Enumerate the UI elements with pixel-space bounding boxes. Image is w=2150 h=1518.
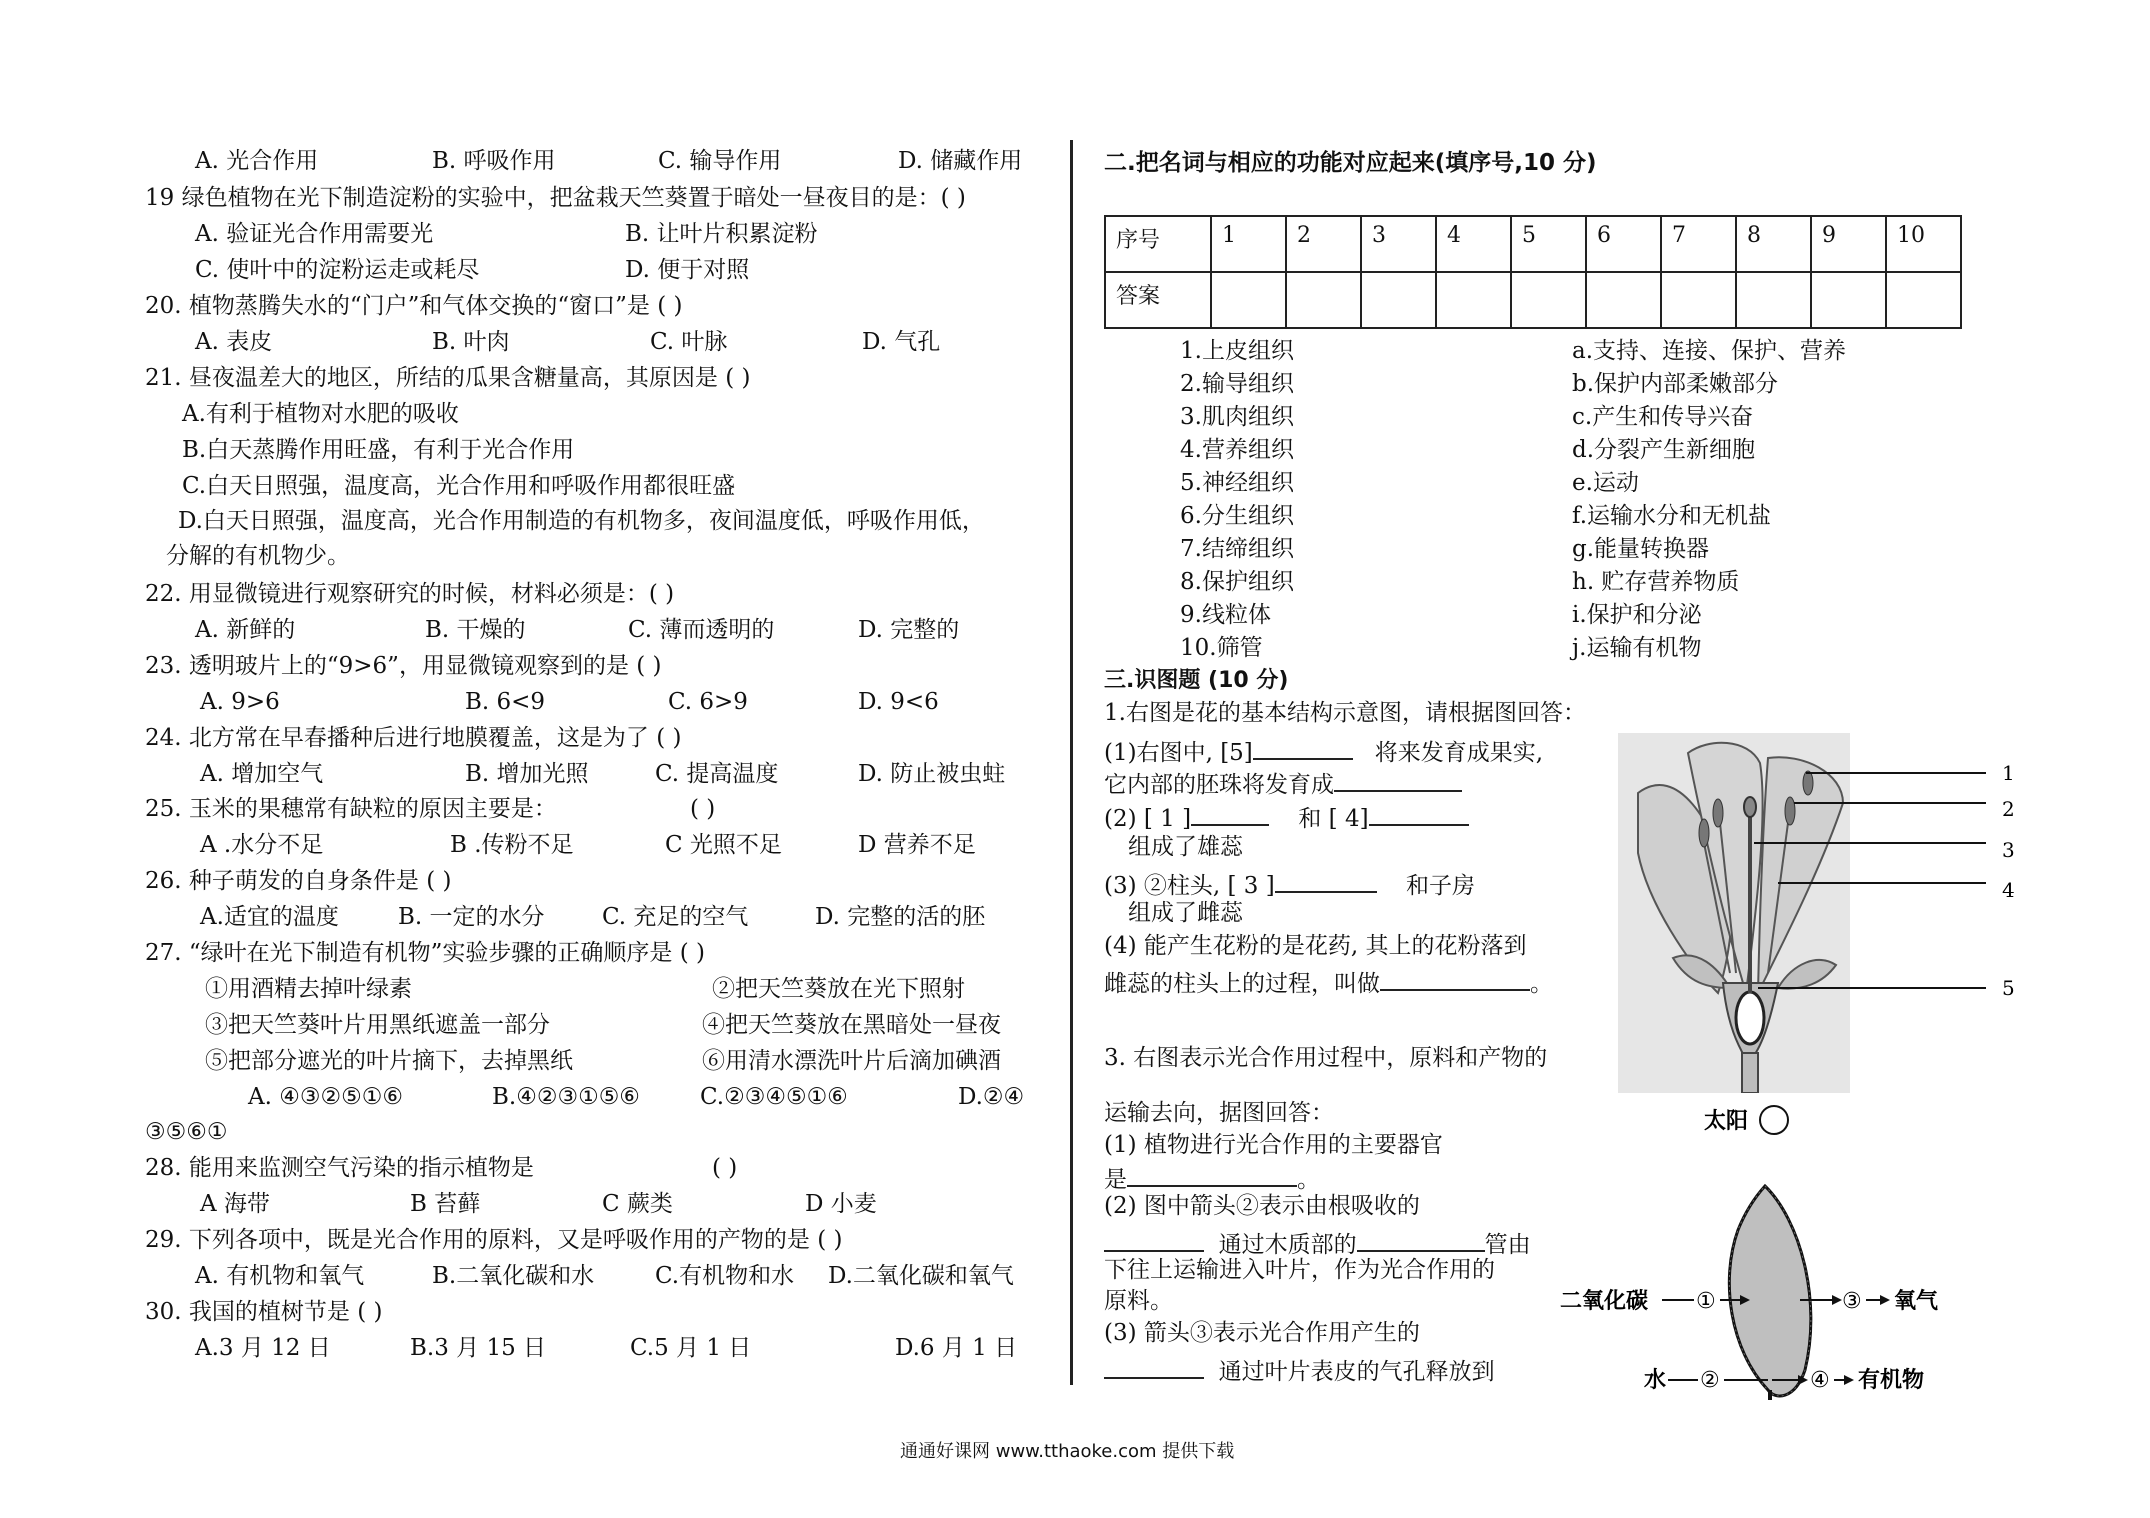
answer-blank[interactable] <box>1191 802 1269 826</box>
q19-option-c: C. 使叶中的淀粉运走或耗尽 <box>195 257 480 283</box>
table-header-cell: 8 <box>1736 216 1811 272</box>
answer-blank[interactable] <box>1104 1355 1204 1379</box>
q3-line-7: 下往上运输进入叶片，作为光合作用的 <box>1104 1257 1495 1283</box>
anther-mid <box>1713 799 1723 827</box>
q3-line-5: (2) 图中箭头②表示由根吸收的 <box>1104 1193 1420 1219</box>
arrow-4-number: ④ <box>1810 1368 1830 1393</box>
q3-line-4 <box>1104 1163 1320 1192</box>
answer-blank[interactable] <box>1380 967 1530 991</box>
arrow-4-head-b <box>1844 1375 1854 1385</box>
water-label: 水 <box>1644 1368 1667 1393</box>
q1-intro: 1.右图是花的基本结构示意图，请根据图回答： <box>1104 700 1586 726</box>
q21-option-c: C.白天日照强，温度高，光合作用和呼吸作用都很旺盛 <box>182 473 736 499</box>
q26-option-a: A.适宜的温度 <box>200 904 339 930</box>
q28-stem: 28. 能用来监测空气污染的指示植物是 <box>145 1155 534 1181</box>
anther-back <box>1803 771 1813 795</box>
q1-line-2-text: 它内部的胚珠将发育成 <box>1104 772 1334 798</box>
table-header-cell: 3 <box>1361 216 1436 272</box>
q27-stem: 27. “绿叶在光下制造有机物”实验步骤的正确顺序是 ( ) <box>145 940 705 966</box>
q22-option-b: B. 干燥的 <box>425 617 526 643</box>
q23-option-b: B. 6<9 <box>465 689 546 715</box>
q1-line-5 <box>1104 869 1475 898</box>
q18-option-b: B. 呼吸作用 <box>432 148 556 174</box>
q3-line-8: 原料。 <box>1104 1288 1173 1314</box>
q29-stem: 29. 下列各项中，既是光合作用的原料，又是呼吸作用的产物的是 ( ) <box>145 1227 843 1253</box>
co2-label: 二氧化碳 <box>1560 1289 1649 1314</box>
answer-cell[interactable] <box>1661 272 1736 328</box>
q3-line-4a: 是 <box>1104 1167 1127 1193</box>
q21-stem: 21. 昼夜温差大的地区，所结的瓜果含糖量高，其原因是 ( ) <box>145 365 751 391</box>
flower-stalk <box>1742 1053 1758 1093</box>
q28-option-c: C 蕨类 <box>602 1191 673 1217</box>
q20-stem: 20. 植物蒸腾失水的“门户”和气体交换的“窗口”是 ( ) <box>145 293 683 319</box>
q1-line-8a: 雌蕊的柱头上的过程，叫做 <box>1104 971 1380 997</box>
q1-line-1b: 将来发育成果实, <box>1374 740 1544 766</box>
flower-label-5: 5 <box>2002 976 2015 1000</box>
q23-option-d: D. 9<6 <box>858 689 939 715</box>
o2-label: 氧气 <box>1894 1289 1939 1314</box>
q1-line-5b: 和子房 <box>1405 873 1475 899</box>
ovary <box>1736 992 1764 1044</box>
answer-blank[interactable] <box>1275 869 1377 893</box>
q22-option-d: D. 完整的 <box>858 617 960 643</box>
answer-label: 答案 <box>1105 272 1211 328</box>
q24-option-c: C. 提高温度 <box>655 761 779 787</box>
q23-option-a: A. 9>6 <box>200 689 280 715</box>
term-item: 9.线粒体 <box>1180 602 1271 628</box>
q28-option-a: A 海带 <box>200 1191 270 1217</box>
anther-right <box>1785 797 1795 825</box>
function-item: h. 贮存营养物质 <box>1572 569 1740 595</box>
answer-table <box>1104 215 1962 329</box>
column-divider <box>1070 140 1073 1385</box>
q25-paren: ( ) <box>690 796 716 822</box>
q27-option-d-cont: ③⑤⑥① <box>145 1119 228 1145</box>
q3-line-3: (1) 植物进行光合作用的主要器官 <box>1104 1132 1443 1158</box>
page-footer: 通通好课网 www.tthaoke.com 提供下载 <box>900 1441 1235 1462</box>
q3-line-6 <box>1104 1228 1531 1257</box>
flower-label-2: 2 <box>2002 797 2015 821</box>
q27-step-4: ④把天竺葵放在黑暗处一昼夜 <box>702 1012 1001 1038</box>
q1-line-3b: 和 [ 4] <box>1298 806 1369 832</box>
organic-matter-label: 有机物 <box>1858 1368 1925 1393</box>
q27-option-d: D.②④ <box>958 1084 1025 1110</box>
q1-line-2 <box>1104 768 1462 797</box>
q3-line-10-text: 通过叶片表皮的气孔释放到 <box>1218 1359 1495 1385</box>
term-item: 6.分生组织 <box>1180 503 1294 529</box>
function-item: f.运输水分和无机盐 <box>1572 503 1772 529</box>
flower-label-3: 3 <box>2002 838 2015 862</box>
term-item: 4.营养组织 <box>1180 437 1294 463</box>
q29-option-d: D.二氧化碳和氧气 <box>828 1263 1014 1289</box>
term-item: 10.筛管 <box>1180 635 1263 661</box>
q1-line-5a: (3) ②柱头, [ 3 ] <box>1104 873 1275 899</box>
function-item: e.运动 <box>1572 470 1639 496</box>
answer-cell[interactable] <box>1511 272 1586 328</box>
q30-stem: 30. 我国的植树节是 ( ) <box>145 1299 383 1325</box>
q1-line-8 <box>1104 967 1553 996</box>
q25-option-d: D 营养不足 <box>858 832 976 858</box>
q21-option-d-cont: 分解的有机物少。 <box>166 543 350 569</box>
answer-table-answer-row <box>1105 272 1961 328</box>
q1-line-1 <box>1104 736 1543 765</box>
flower-diagram <box>1618 733 2030 1093</box>
q28-option-b: B 苔藓 <box>410 1191 481 1217</box>
answer-blank[interactable] <box>1104 1228 1204 1252</box>
q20-option-c: C. 叶脉 <box>650 329 728 355</box>
q21-option-a: A.有利于植物对水肥的吸收 <box>182 401 459 427</box>
answer-blank[interactable] <box>1253 736 1353 760</box>
q3-line-4b: 。 <box>1297 1167 1320 1193</box>
function-item: d.分裂产生新细胞 <box>1572 437 1756 463</box>
q21-option-b: B.白天蒸腾作用旺盛，有利于光合作用 <box>182 437 575 463</box>
arrow-3-number: ③ <box>1842 1289 1862 1314</box>
q19-stem: 19 绿色植物在光下制造淀粉的实验中，把盆栽天竺葵置于暗处一昼夜目的是：( ) <box>145 185 966 211</box>
q26-option-d: D. 完整的活的胚 <box>815 904 986 930</box>
table-header-cell: 1 <box>1211 216 1286 272</box>
answer-cell[interactable] <box>1286 272 1361 328</box>
table-header-cell: 6 <box>1586 216 1661 272</box>
q25-option-a: A .水分不足 <box>200 832 324 858</box>
answer-cell[interactable] <box>1211 272 1286 328</box>
answer-blank[interactable] <box>1369 802 1469 826</box>
q3-line-9: (3) 箭头③表示光合作用产生的 <box>1104 1320 1420 1346</box>
q24-option-b: B. 增加光照 <box>465 761 589 787</box>
function-item: j.运输有机物 <box>1572 635 1702 661</box>
sun-icon <box>1760 1106 1788 1134</box>
q1-line-6: 组成了雌蕊 <box>1128 900 1243 926</box>
q3-line-2: 运输去向，据图回答： <box>1104 1100 1334 1126</box>
photosynthesis-diagram <box>1560 1100 1980 1400</box>
q30-option-d: D.6 月 1 日 <box>895 1335 1018 1361</box>
q30-option-b: B.3 月 15 日 <box>410 1335 547 1361</box>
function-item: g.能量转换器 <box>1572 536 1710 562</box>
q30-option-c: C.5 月 1 日 <box>630 1335 752 1361</box>
section-2-title: 二.把名词与相应的功能对应起来(填序号,10 分) <box>1104 150 1597 176</box>
term-item: 7.结缔组织 <box>1180 536 1294 562</box>
arrow-1-number: ① <box>1696 1289 1716 1314</box>
answer-cell[interactable] <box>1436 272 1511 328</box>
q25-stem: 25. 玉米的果穗常有缺粒的原因主要是： <box>145 796 557 822</box>
answer-blank[interactable] <box>1334 768 1462 792</box>
q20-option-a: A. 表皮 <box>195 329 273 355</box>
q28-paren: ( ) <box>712 1155 738 1181</box>
q27-step-5: ⑤把部分遮光的叶片摘下，去掉黑纸 <box>205 1048 573 1074</box>
q3-line-6a: 通过木质部的 <box>1218 1232 1357 1258</box>
arrow-2-number: ② <box>1700 1368 1720 1393</box>
term-item: 8.保护组织 <box>1180 569 1294 595</box>
flower-label-4: 4 <box>2002 878 2015 902</box>
q20-option-d: D. 气孔 <box>862 329 941 355</box>
q1-line-4: 组成了雄蕊 <box>1128 834 1243 860</box>
function-item: c.产生和传导兴奋 <box>1572 404 1754 430</box>
answer-table-header-row <box>1105 216 1961 272</box>
flower-label-1: 1 <box>2002 761 2015 785</box>
term-item: 2.输导组织 <box>1180 371 1294 397</box>
answer-cell[interactable] <box>1886 272 1961 328</box>
q29-option-b: B.二氧化碳和水 <box>432 1263 595 1289</box>
q1-line-7: (4) 能产生花粉的是花药, 其上的花粉落到 <box>1104 933 1527 959</box>
q19-option-b: B. 让叶片积累淀粉 <box>625 221 818 247</box>
table-header-cell: 5 <box>1511 216 1586 272</box>
table-header-cell: 7 <box>1661 216 1736 272</box>
answer-cell[interactable] <box>1811 272 1886 328</box>
q25-option-b: B .传粉不足 <box>450 832 574 858</box>
answer-cell[interactable] <box>1586 272 1661 328</box>
leaf-shape <box>1729 1186 1811 1396</box>
q25-option-c: C 光照不足 <box>665 832 782 858</box>
answer-blank[interactable] <box>1357 1228 1485 1252</box>
q27-step-3: ③把天竺葵叶片用黑纸遮盖一部分 <box>205 1012 550 1038</box>
q22-stem: 22. 用显微镜进行观察研究的时候，材料必须是：( ) <box>145 581 675 607</box>
q1-line-3 <box>1104 802 1469 831</box>
answer-cell[interactable] <box>1361 272 1436 328</box>
q27-step-1: ①用酒精去掉叶绿素 <box>205 976 412 1002</box>
q27-step-6: ⑥用清水漂洗叶片后滴加碘酒 <box>702 1048 1001 1074</box>
function-item: a.支持、连接、保护、营养 <box>1572 338 1847 364</box>
stigma <box>1744 797 1756 817</box>
q24-option-d: D. 防止被虫蛀 <box>858 761 1006 787</box>
q27-option-c: C.②③④⑤①⑥ <box>700 1084 848 1110</box>
q23-option-c: C. 6>9 <box>668 689 748 715</box>
q3-line-1: 3. 右图表示光合作用过程中，原料和产物的 <box>1104 1045 1548 1071</box>
q18-option-c: C. 输导作用 <box>658 148 782 174</box>
q1-line-3a: (2) [ 1 ] <box>1104 806 1192 832</box>
q27-option-b: B.④②③①⑤⑥ <box>492 1084 640 1110</box>
table-header-cell: 4 <box>1436 216 1511 272</box>
q30-option-a: A.3 月 12 日 <box>195 1335 331 1361</box>
table-header-cell: 序号 <box>1105 216 1211 272</box>
q21-option-d: D.白天日照强，温度高，光合作用制造的有机物多，夜间温度低，呼吸作用低， <box>178 508 985 534</box>
q26-option-c: C. 充足的空气 <box>602 904 749 930</box>
q20-option-b: B. 叶肉 <box>432 329 510 355</box>
answer-blank[interactable] <box>1127 1163 1297 1187</box>
q24-stem: 24. 北方常在早春播种后进行地膜覆盖，这是为了 ( ) <box>145 725 682 751</box>
arrow-3-head-a <box>1832 1295 1842 1305</box>
function-item: b.保护内部柔嫩部分 <box>1572 371 1779 397</box>
q22-option-c: C. 薄而透明的 <box>628 617 775 643</box>
q26-option-b: B. 一定的水分 <box>398 904 545 930</box>
q27-option-a: A. ④③②⑤①⑥ <box>248 1084 403 1110</box>
q24-option-a: A. 增加空气 <box>200 761 324 787</box>
q19-option-d: D. 便于对照 <box>625 257 750 283</box>
q27-step-2: ②把天竺葵放在光下照射 <box>712 976 965 1002</box>
q23-stem: 23. 透明玻片上的“9>6”，用显微镜观察到的是 ( ) <box>145 653 662 679</box>
q29-option-a: A. 有机物和氧气 <box>195 1263 365 1289</box>
anther-left <box>1699 819 1709 847</box>
q1-line-1a: (1)右图中, [5] <box>1104 740 1253 766</box>
answer-cell[interactable] <box>1736 272 1811 328</box>
sun-label: 太阳 <box>1704 1109 1749 1134</box>
q28-option-d: D 小麦 <box>805 1191 877 1217</box>
q26-stem: 26. 种子萌发的自身条件是 ( ) <box>145 868 452 894</box>
q18-option-a: A. 光合作用 <box>195 148 319 174</box>
function-item: i.保护和分泌 <box>1572 602 1702 628</box>
table-header-cell: 2 <box>1286 216 1361 272</box>
arrow-3-head-b <box>1880 1295 1890 1305</box>
table-header-cell: 9 <box>1811 216 1886 272</box>
term-item: 5.神经组织 <box>1180 470 1294 496</box>
section-3-title: 三.识图题 (10 分) <box>1104 668 1289 693</box>
q18-option-d: D. 储藏作用 <box>898 148 1023 174</box>
q1-line-8b: 。 <box>1530 971 1553 997</box>
q3-line-6b: 管由 <box>1484 1232 1531 1258</box>
q29-option-c: C.有机物和水 <box>655 1263 795 1289</box>
term-item: 1.上皮组织 <box>1180 338 1294 364</box>
table-header-cell: 10 <box>1886 216 1961 272</box>
q22-option-a: A. 新鲜的 <box>195 617 296 643</box>
q19-option-a: A. 验证光合作用需要光 <box>195 221 434 247</box>
q3-line-10 <box>1104 1355 1495 1384</box>
term-item: 3.肌肉组织 <box>1180 404 1294 430</box>
